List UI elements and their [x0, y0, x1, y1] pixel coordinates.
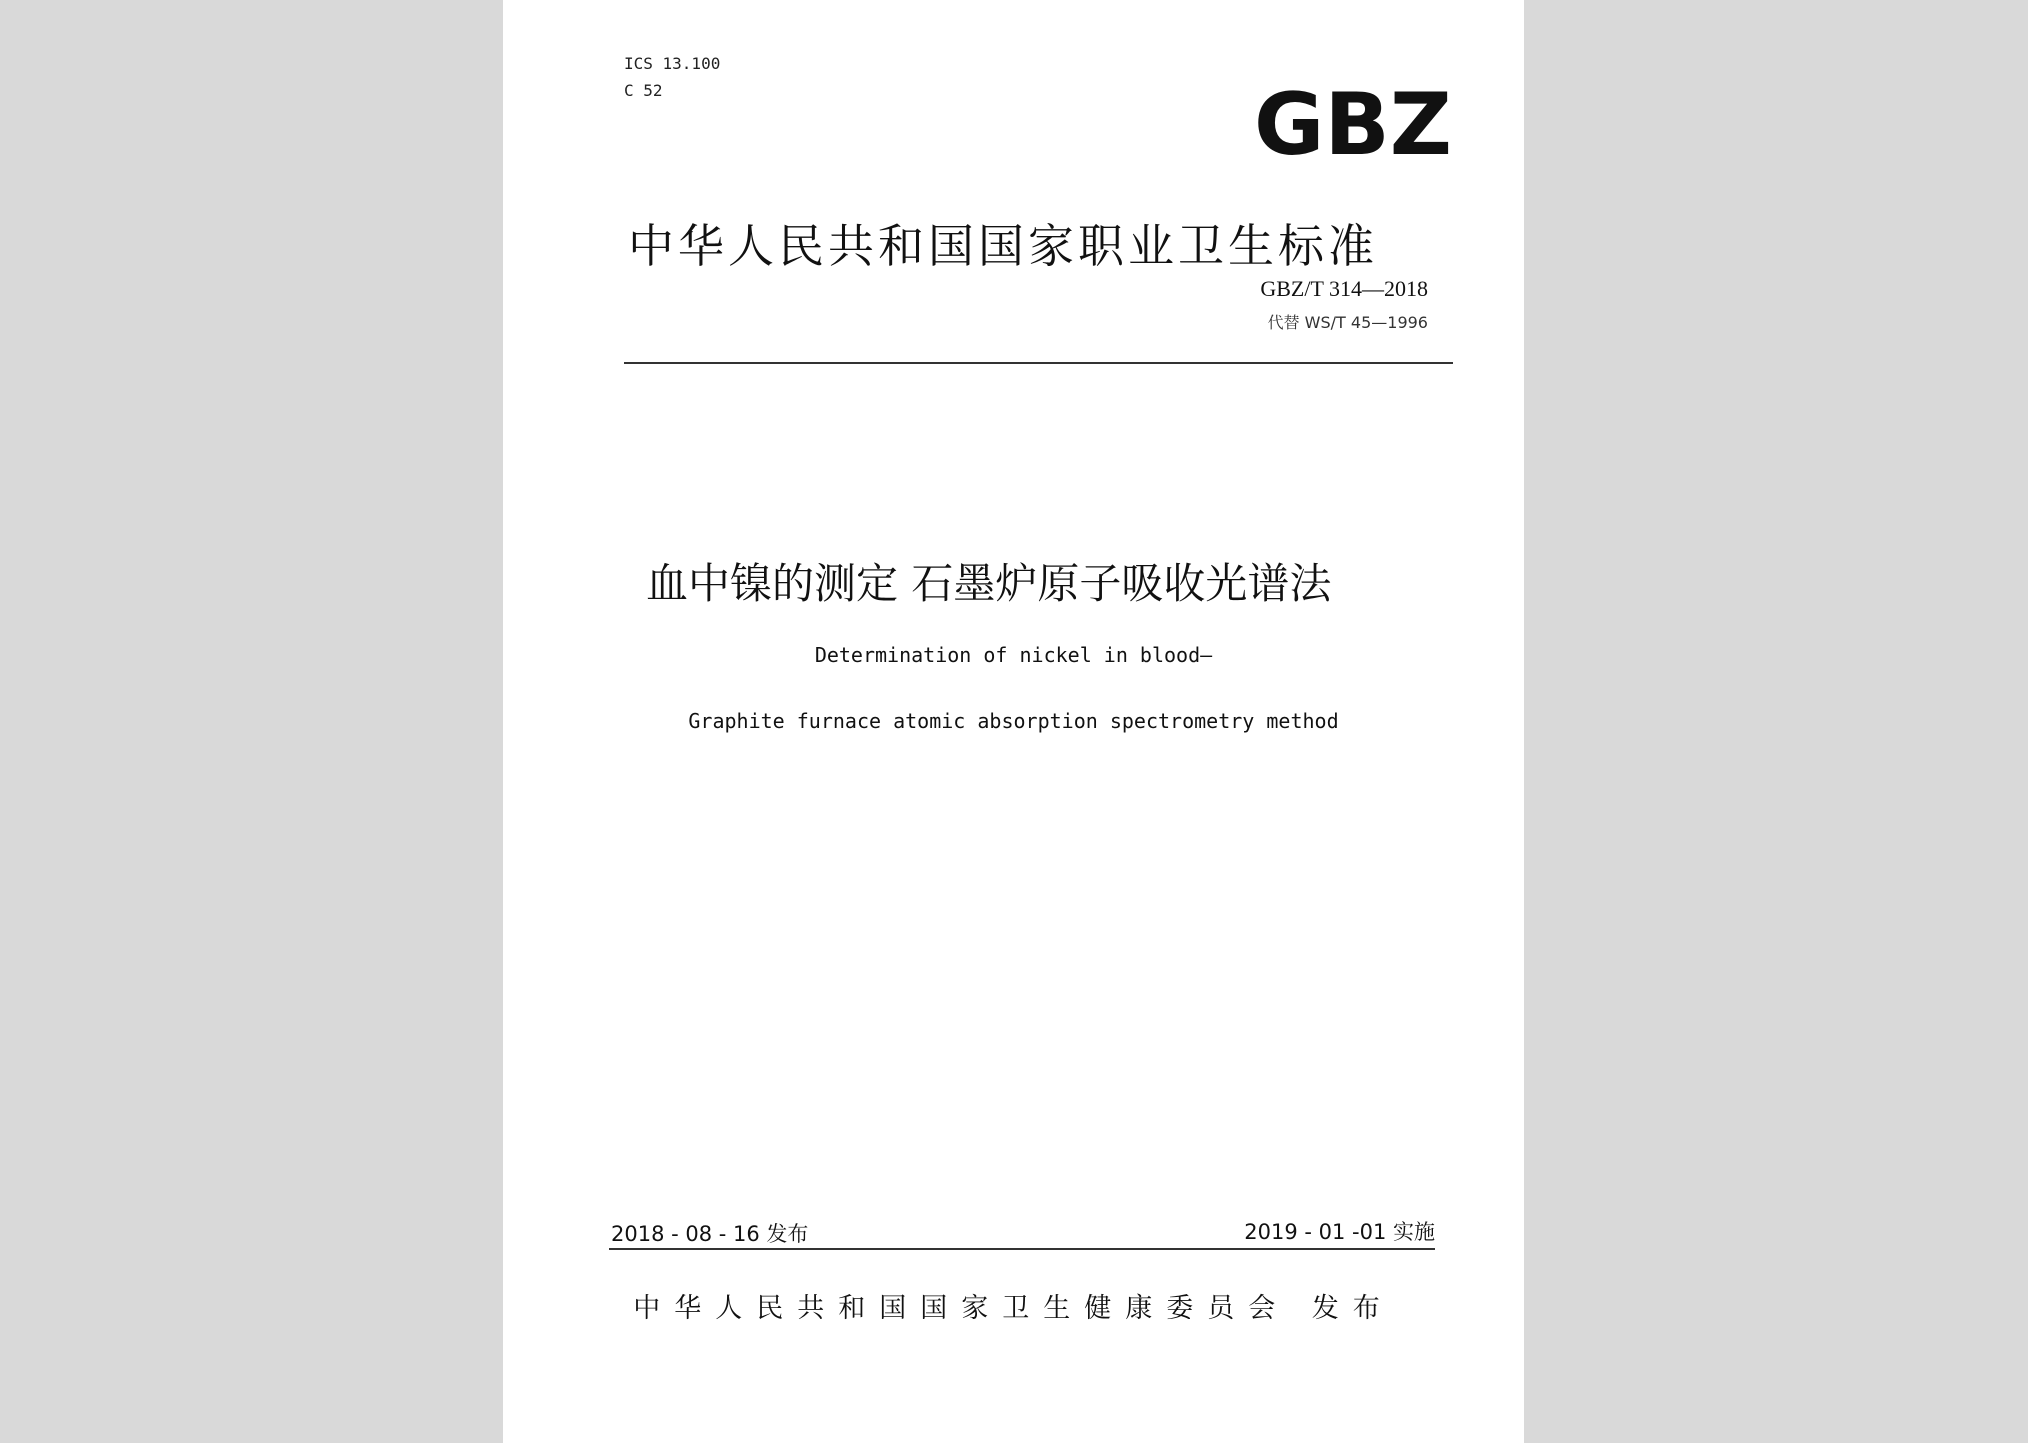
issue-date: 2018 - 08 - 16 发布 [611, 1222, 809, 1246]
document-title-en-line2: Graphite furnace atomic absorption spectrometry method [688, 709, 1339, 733]
standard-number: GBZ/T 314—2018 [1260, 276, 1428, 301]
gbz-logo-text: GBZ [1254, 86, 1452, 158]
classification-block [624, 50, 720, 104]
gbz-logo [1253, 86, 1453, 158]
publisher: 中华人民共和国国家卫生健康委员会 发布 [633, 1293, 1394, 1324]
ics-code: ICS 13.100 [624, 54, 721, 73]
implementation-date: 2019 - 01 -01 实施 [1244, 1220, 1435, 1244]
document-title-en-line1: Determination of nickel in blood— [814, 643, 1213, 667]
ccs-code: C 52 [624, 81, 663, 100]
footer-divider [609, 1248, 1435, 1250]
header-divider [624, 362, 1453, 364]
standard-title: 中华人民共和国国家职业卫生标准 [628, 219, 1378, 273]
document-title-cn: 血中镍的测定 石墨炉原子吸收光谱法 [646, 559, 1332, 608]
document-page [503, 0, 1524, 1443]
replaces-standard: 代替 WS/T 45—1996 [1267, 313, 1428, 332]
